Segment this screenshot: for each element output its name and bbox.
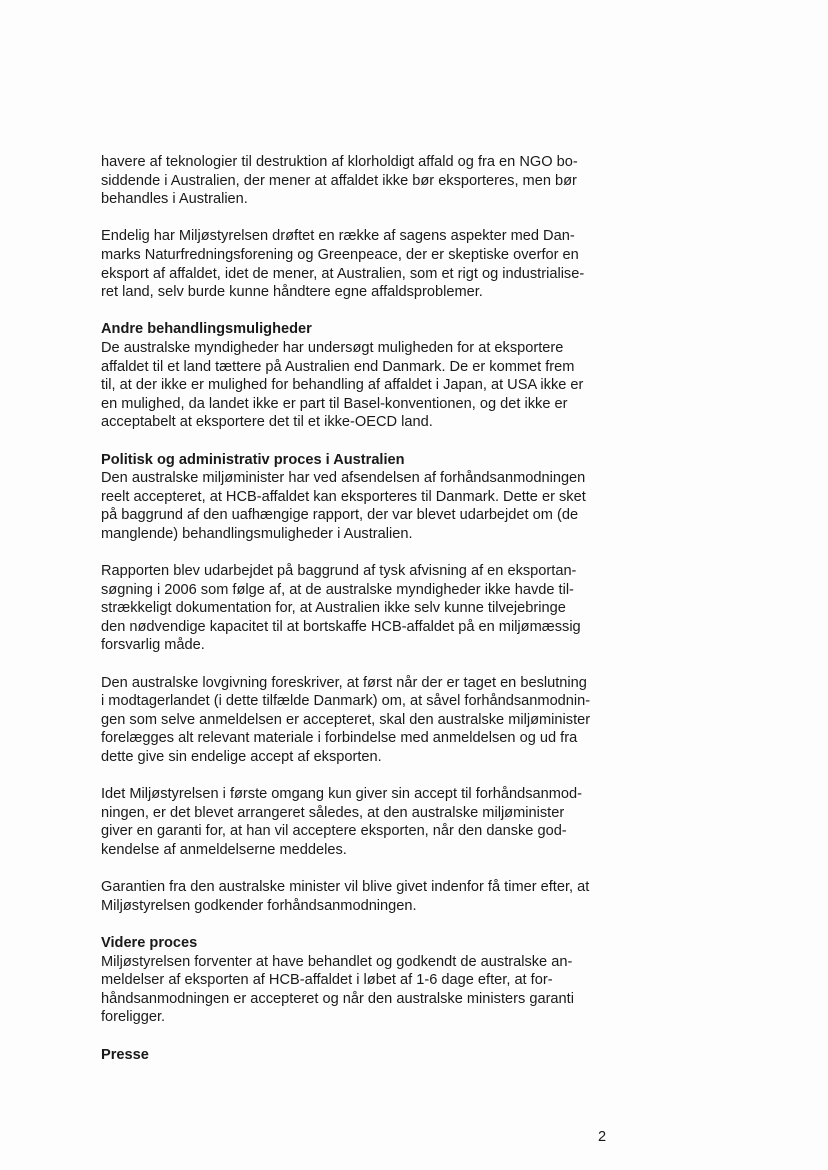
text-line: forsvarlig måde. [101, 637, 205, 654]
text-line: en mulighed, da landet ikke er part til Basel-konventionen, og det ikke er [101, 395, 568, 412]
section-presse [101, 1046, 621, 1065]
paragraph [101, 785, 621, 859]
text-line: Den australske miljøminister har ved afsendelsen af forhåndsanmodningen [101, 470, 586, 487]
section-heading: Videre proces [101, 934, 198, 951]
text-line: siddende i Australien, der mener at affaldet ikke bør eksporteres, men bør [101, 172, 577, 189]
paragraph-intro-1 [101, 153, 621, 209]
section-heading: Presse [101, 1046, 149, 1063]
paragraph-intro-2 [101, 227, 621, 301]
text-line: kendelse af anmeldelserne meddeles. [101, 841, 347, 858]
text-line: meldelser af eksporten af HCB-affaldet i løbet af 1-6 dage efter, at for- [101, 972, 553, 989]
text-line: affaldet til et land tættere på Australien end Danmark. De er kommet frem [101, 358, 575, 375]
text-line: marks Naturfredningsforening og Greenpeace, der er skeptiske overfor en [101, 246, 579, 263]
page-number: 2 [598, 1129, 607, 1145]
text-line: strækkeligt dokumentation for, at Australien ikke selv kunne tilvejebringe [101, 600, 566, 617]
text-line: Endelig har Miljøstyrelsen drøftet en række af sagens aspekter med Dan- [101, 228, 575, 245]
text-line: Garantien fra den australske minister vil blive givet indenfor få timer efter, at [101, 879, 590, 896]
text-line: til, at der ikke er mulighed for behandling af affaldet i Japan, at USA ikke er [101, 377, 584, 394]
paragraph [101, 674, 621, 767]
text-line: ret land, selv burde kunne håndtere egne affaldsproblemer. [101, 284, 483, 301]
text-line: Den australske lovgivning foreskriver, at først når der er taget en beslutning [101, 674, 587, 691]
text-line: reelt accepteret, at HCB-affaldet kan eksporteres til Danmark. Dette er sket [101, 488, 586, 505]
text-line: giver en garanti for, at han vil acceptere eksporten, når den danske god- [101, 823, 567, 840]
text-line: i modtagerlandet (i dette tilfælde Danmark) om, at såvel forhåndsanmodnin- [101, 693, 591, 710]
section-heading: Andre behandlingsmuligheder [101, 321, 312, 338]
text-line: havere af teknologier til destruktion af klorholdigt affald og fra en NGO bo- [101, 154, 578, 170]
text-line: eksport af affaldet, idet de mener, at Australien, som et rigt og industrialise- [101, 265, 585, 282]
text-line: den nødvendige kapacitet til at bortskaffe HCB-affaldet på en miljømæssig [101, 618, 581, 635]
text-line: De australske myndigheder har undersøgt muligheden for at eksportere [101, 339, 564, 356]
text-line: ningen, er det blevet arrangeret således, at den australske miljøminister [101, 804, 565, 821]
section-heading: Politisk og administrativ proces i Australien [101, 451, 405, 468]
paragraph [101, 878, 621, 915]
text-line: Rapporten blev udarbejdet på baggrund af tysk afvisning af en eksportan- [101, 563, 577, 580]
document-body [101, 153, 621, 1083]
section-politisk-proces [101, 451, 621, 916]
text-line: behandles i Australien. [101, 191, 248, 208]
text-line: gen som selve anmeldelsen er accepteret, skal den australske miljøminister [101, 711, 591, 728]
section-andre-behandlingsmuligheder [101, 320, 621, 432]
text-line: forelægges alt relevant materiale i forbindelse med anmeldelsen og ud fra [101, 730, 578, 747]
text-line: acceptabelt at eksportere det til et ikke-OECD land. [101, 414, 433, 431]
text-line: Idet Miljøstyrelsen i første omgang kun giver sin accept til forhåndsanmod- [101, 786, 582, 803]
section-videre-proces [101, 934, 621, 1027]
text-line: Miljøstyrelsen forventer at have behandlet og godkendt de australske an- [101, 953, 573, 970]
text-line: foreligger. [101, 1009, 166, 1026]
text-line: Miljøstyrelsen godkender forhåndsanmodningen. [101, 897, 417, 914]
text-line: manglende) behandlingsmuligheder i Australien. [101, 525, 413, 542]
text-line: på baggrund af den uafhængige rapport, der var blevet udarbejdet om (de [101, 507, 579, 524]
paragraph [101, 469, 621, 543]
text-line: dette give sin endelige accept af eksporten. [101, 749, 382, 765]
text-line: håndsanmodningen er accepteret og når den australske ministers garanti [101, 990, 574, 1007]
text-line: søgning i 2006 som følge af, at de australske myndigheder ikke havde til- [101, 581, 574, 598]
paragraph [101, 562, 621, 655]
